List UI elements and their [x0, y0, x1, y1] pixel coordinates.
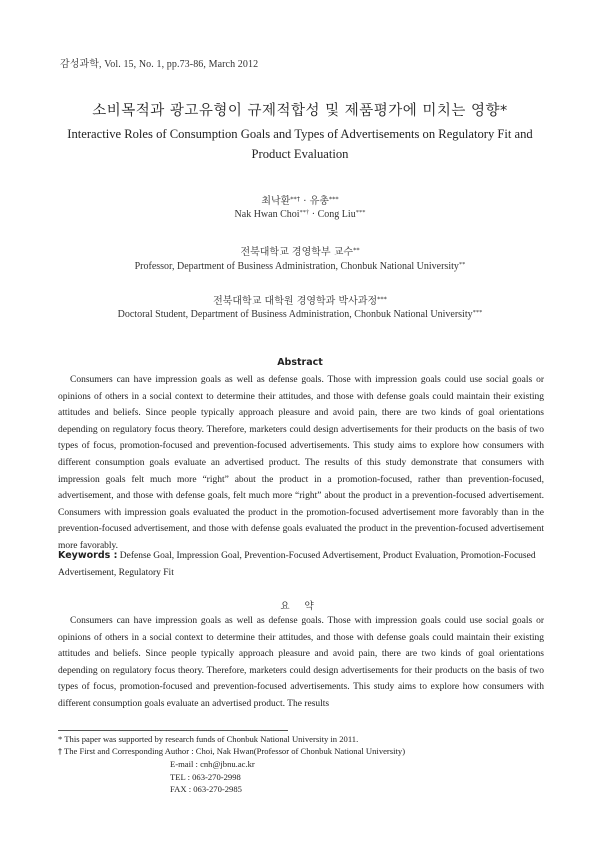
title-korean: 소비목적과 광고유형이 규제적합성 및 제품평가에 미치는 영향*	[92, 103, 508, 119]
affiliation-1-english-text: Professor, Department of Business Administration, Chonbuk National University	[134, 261, 459, 272]
footnote-tel: TEL : 063-270-2998	[170, 771, 241, 782]
affiliation-1-korean-mark: **	[353, 246, 360, 254]
affiliation-1-korean	[0, 243, 600, 258]
affiliation-1-english-mark: **	[458, 261, 466, 268]
author-2-korean: 유총	[309, 196, 329, 207]
title-english: Interactive Roles of Consumption Goals and Types of Advertisements on Regulatory Fit and Product Evaluation	[67, 127, 533, 161]
summary-text: Consumers can have impression goals as well as defense goals. Those with impression goals could use social goals or opinions of others in a social context to determine their attitudes, and those with defense goals could maintain their existing attitudes and beliefs. Since people typically approach pleasure and avoid pain, there are two kinds of goal orientations depending on regulatory focus theory. Therefore, marketers could design advertisements for their products on the basis of two types of focus, promotion-focused and prevention-focused advertisements. This study aims to explore how consumers with different consumption goals evaluate an advertised product. The results	[58, 616, 544, 709]
keywords-list: Defense Goal, Impression Goal, Prevention-Focused Advertisement, Product Evaluation, Promotion-Focused Advertisement, Regulatory Fit	[58, 551, 536, 578]
affiliation-1-korean-text: 전북대학교 경영학부 교수	[240, 247, 354, 258]
author-2-english: Cong Liu	[317, 209, 356, 220]
keywords-label: Keywords :	[58, 550, 118, 561]
affiliation-2-english	[0, 309, 600, 320]
footnote-email: E-mail : cnh@jbnu.ac.kr	[170, 759, 255, 770]
author-1-english: Nak Hwan Choi	[234, 209, 300, 220]
footnote-author-mark: †	[58, 747, 62, 757]
abstract-heading: Abstract	[277, 357, 323, 368]
author-1-korean: 최낙환	[261, 196, 291, 207]
affiliation-2-korean	[0, 292, 600, 307]
affiliation-2-korean-text: 전북대학교 대학원 경영학과 박사과정	[213, 296, 378, 307]
affiliation-2-english-mark: ***	[472, 309, 483, 316]
footnotes	[58, 733, 548, 795]
footnote-author: † The First and Corresponding Author : Choi, Nak Hwan(Professor of Chonbuk National University)	[58, 746, 406, 757]
author-2-korean-mark: ***	[328, 195, 339, 203]
authors-korean	[0, 192, 600, 207]
abstract-text: Consumers can have impression goals as well as defense goals. Those with impression goals could use social goals or opinions of others in a social context to determine their attitudes, and those with defense goals could maintain their existing attitudes and beliefs. Since people typically approach pleasure and avoid pain, there are two kinds of goal orientations depending on regulatory focus theory. Therefore, marketers could design advertisements for their products on the basis of two types of focus, promotion-focused and prevention-focused advertisements. This study aims to explore how consumers with different consumption goals evaluate an advertised product. The results of this study demonstrate that consumers with impression goals felt much more “right” about the product in a promotion-focused, rather than prevention-focused, advertisement, and those with defense goals, felt much more “right” about the product in a prevention-focused advertisement. Consumers with impression goals evaluated the product in the promotion-focused advertisement more favorably than in the prevention-focused advertisement, and those with defense goals evaluated the product in the prevention-focused advertisement more favorably.	[58, 375, 544, 551]
journal-header: 감성과학, Vol. 15, No. 1, pp.73-86, March 2012	[60, 59, 259, 70]
footnote-fax: FAX : 063-270-2985	[170, 783, 242, 794]
authors-english	[0, 209, 600, 220]
author-1-korean-mark: **†	[290, 195, 301, 203]
footnote-rule	[58, 730, 288, 731]
affiliation-2-korean-mark: ***	[377, 295, 387, 303]
keywords	[58, 547, 544, 582]
summary-heading: 요 약	[280, 601, 320, 612]
author-separator-korean: ·	[300, 196, 310, 207]
affiliation-1-english	[0, 261, 600, 272]
affiliation-2-english-text: Doctoral Student, Department of Business Administration, Chonbuk National University	[117, 309, 473, 320]
footnote-funding-mark: *	[58, 734, 63, 744]
author-separator-english: ·	[309, 209, 318, 220]
author-1-english-mark: **†	[299, 209, 310, 216]
footnote-funding: * This paper was supported by research funds of Chonbuk National University in 2011.	[58, 734, 359, 744]
author-2-english-mark: ***	[355, 209, 366, 216]
